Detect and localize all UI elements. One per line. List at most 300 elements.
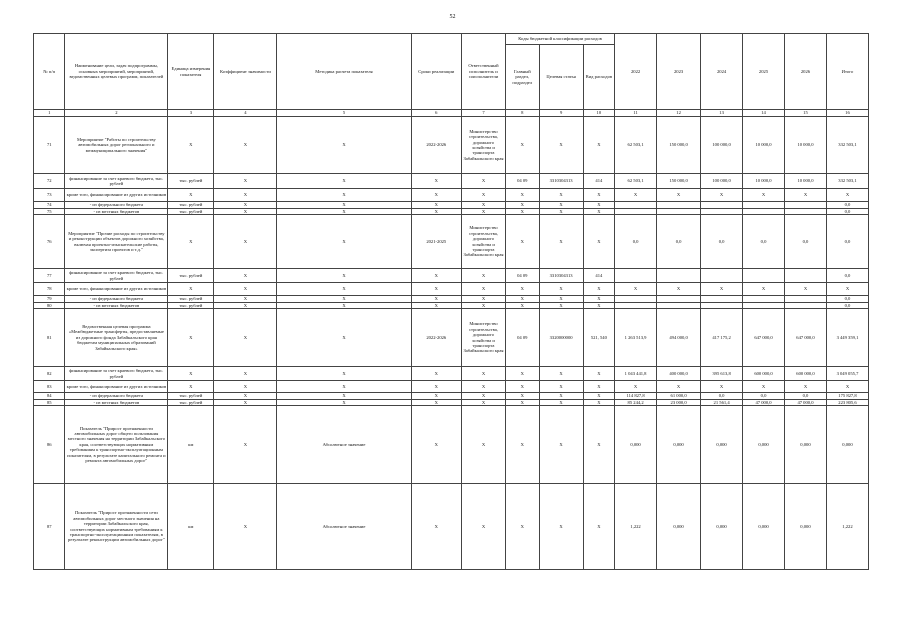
row-name: - из федерального бюджета — [65, 296, 168, 303]
row-total: 0,000 — [826, 406, 868, 484]
row-coef: Х — [214, 189, 277, 202]
row-section: Х — [506, 117, 540, 174]
row-name: финансирование за счет краевого бюджета, тыс. рублей — [65, 269, 168, 283]
row-2025 — [743, 269, 785, 283]
row-total: 0,0 — [826, 296, 868, 303]
row-responsible: Министерство строительства, дорожного хозяйства и транспорта Забайкальского края — [461, 215, 505, 269]
header-expense: Вид расходов — [583, 45, 614, 110]
column-number: 14 — [743, 110, 785, 117]
row-expense: Х — [583, 381, 614, 393]
column-number: 7 — [461, 110, 505, 117]
row-number: 84 — [34, 393, 65, 400]
row-2023: Х — [657, 381, 701, 393]
row-total: 175 827,8 — [826, 393, 868, 400]
row-responsible: Х — [461, 269, 505, 283]
row-period: Х — [411, 399, 461, 406]
row-period: Х — [411, 393, 461, 400]
row-expense: Х — [583, 117, 614, 174]
row-2023: 150 000,0 — [657, 174, 701, 189]
row-name: финансирование за счет краевого бюджета, тыс. рублей — [65, 174, 168, 189]
row-2024: Х — [701, 189, 743, 202]
row-expense: Х — [583, 367, 614, 381]
row-unit: тыс. рублей — [168, 202, 214, 209]
row-number: 85 — [34, 399, 65, 406]
row-2025: 0,0 — [743, 215, 785, 269]
row-2022: 114 827,8 — [615, 393, 657, 400]
row-2026: 47 000,0 — [785, 399, 827, 406]
header-responsible: Ответственный исполнитель и соисполнители — [461, 34, 505, 110]
row-unit: тыс. рублей — [168, 269, 214, 283]
row-responsible: Х — [461, 283, 505, 296]
row-responsible: Х — [461, 406, 505, 484]
row-2022: 1 263 513,9 — [615, 309, 657, 367]
row-method: Х — [277, 399, 411, 406]
row-2022: 85 244,2 — [615, 399, 657, 406]
row-period: Х — [411, 302, 461, 309]
row-2023: 0,000 — [657, 484, 701, 570]
row-2022: Х — [615, 189, 657, 202]
row-coef: Х — [214, 208, 277, 215]
row-coef: Х — [214, 367, 277, 381]
table-body — [34, 117, 869, 570]
row-total: Х — [826, 381, 868, 393]
column-number: 15 — [785, 110, 827, 117]
column-number: 2 — [65, 110, 168, 117]
row-method: Х — [277, 215, 411, 269]
row-2025: Х — [743, 189, 785, 202]
row-2025: 0,000 — [743, 484, 785, 570]
row-coef: Х — [214, 283, 277, 296]
row-coef: Х — [214, 309, 277, 367]
row-expense: 414 — [583, 174, 614, 189]
row-2022: Х — [615, 381, 657, 393]
column-number: 4 — [214, 110, 277, 117]
table-row — [34, 117, 869, 174]
row-unit: Х — [168, 215, 214, 269]
row-2025: 600 000,0 — [743, 367, 785, 381]
row-name: - из местных бюджетов — [65, 399, 168, 406]
row-number: 75 — [34, 208, 65, 215]
row-responsible: Х — [461, 393, 505, 400]
page-number: 52 — [449, 14, 456, 20]
table-row — [34, 174, 869, 189]
row-name: Мероприятие "Прочие расходы по строительству и реконструкции объектов дорожного хозяйства, включая проектно-изыскательские работы, экспертиза проектов и т.д." — [65, 215, 168, 269]
header-period: Сроки реализации — [411, 34, 461, 110]
row-unit: Х — [168, 367, 214, 381]
row-2024: 0,0 — [701, 215, 743, 269]
row-2026: 0,0 — [785, 215, 827, 269]
row-unit: Х — [168, 189, 214, 202]
row-2026: 10 000,0 — [785, 117, 827, 174]
row-total: 332 503,1 — [826, 174, 868, 189]
row-section: Х — [506, 393, 540, 400]
row-target: Х — [539, 215, 583, 269]
row-expense: Х — [583, 215, 614, 269]
row-total: 0,0 — [826, 202, 868, 209]
row-2025: 47 000,0 — [743, 399, 785, 406]
row-number: 82 — [34, 367, 65, 381]
row-method: Х — [277, 269, 411, 283]
row-responsible: Министерство строительства, дорожного хозяйства и транспорта Забайкальского края — [461, 309, 505, 367]
row-expense: Х — [583, 202, 614, 209]
row-2022: 62 503,1 — [615, 174, 657, 189]
header-no: № п/п — [34, 34, 65, 110]
row-total: 0,0 — [826, 208, 868, 215]
column-number: 9 — [539, 110, 583, 117]
row-coef: Х — [214, 381, 277, 393]
row-section: Х — [506, 202, 540, 209]
column-number: 16 — [826, 110, 868, 117]
row-section: Х — [506, 367, 540, 381]
row-responsible: Х — [461, 296, 505, 303]
row-section: Х — [506, 484, 540, 570]
row-2024: 395 613,8 — [701, 367, 743, 381]
row-2024: 417 175,2 — [701, 309, 743, 367]
row-number: 77 — [34, 269, 65, 283]
row-2026: 0,000 — [785, 406, 827, 484]
row-responsible: Х — [461, 484, 505, 570]
row-2026: Х — [785, 189, 827, 202]
column-number: 5 — [277, 110, 411, 117]
row-expense: 521, 540 — [583, 309, 614, 367]
row-2023: 400 000,0 — [657, 367, 701, 381]
row-method: Абсолютное значение — [277, 484, 411, 570]
row-name: кроме того, финансирование из других источников — [65, 189, 168, 202]
row-2025: 0,0 — [743, 393, 785, 400]
row-number: 80 — [34, 302, 65, 309]
row-2023: 23 000,0 — [657, 399, 701, 406]
row-unit: тыс. рублей — [168, 174, 214, 189]
row-total: 3 049 055,7 — [826, 367, 868, 381]
row-unit: тыс. рублей — [168, 393, 214, 400]
row-coef: Х — [214, 302, 277, 309]
row-name: Показатель "Прирост протяженности автомобильных дорог общего пользования местного значения на территории Забайкальского края, соответствующих нормативным требованиям к транспортно-эксплуатационным показателям, в результате капитального ремонта и ремонта автомобильных дорог" — [65, 406, 168, 484]
column-number: 10 — [583, 110, 614, 117]
table-row — [34, 367, 869, 381]
row-section: Х — [506, 406, 540, 484]
row-2024: Х — [701, 381, 743, 393]
row-number: 81 — [34, 309, 65, 367]
row-coef: Х — [214, 117, 277, 174]
row-coef: Х — [214, 296, 277, 303]
row-2023: 0,0 — [657, 215, 701, 269]
row-expense: Х — [583, 393, 614, 400]
row-number: 78 — [34, 283, 65, 296]
row-section: 04 09 — [506, 174, 540, 189]
row-unit: тыс. рублей — [168, 296, 214, 303]
row-coef: Х — [214, 215, 277, 269]
program-table — [33, 33, 869, 570]
row-unit: тыс. рублей — [168, 302, 214, 309]
row-target: Х — [539, 117, 583, 174]
row-period: Х — [411, 208, 461, 215]
row-2025: 647 000,0 — [743, 309, 785, 367]
row-number: 73 — [34, 189, 65, 202]
row-expense: Х — [583, 189, 614, 202]
row-expense: Х — [583, 399, 614, 406]
row-2026: Х — [785, 381, 827, 393]
row-period: 2022-2026 — [411, 309, 461, 367]
row-name: - из федерального бюджета — [65, 202, 168, 209]
row-total: 0,0 — [826, 302, 868, 309]
row-name: Показатель "Прирост протяженности сети автомобильных дорог местного значения на территории Забайкальского края, соответствующих нормативным требованиям к транспортно-эксплуатационным показателям, в результате реконструкции автомобильных дорог" — [65, 484, 168, 570]
row-unit: Х — [168, 283, 214, 296]
header-2023: 2023 — [657, 34, 701, 110]
row-2022: 1,222 — [615, 484, 657, 570]
row-2023: Х — [657, 189, 701, 202]
column-number: 12 — [657, 110, 701, 117]
row-responsible: Х — [461, 189, 505, 202]
row-method: Х — [277, 174, 411, 189]
row-2024: 21 561,4 — [701, 399, 743, 406]
row-target: Х — [539, 202, 583, 209]
row-target: Х — [539, 189, 583, 202]
row-name: кроме того, финансирование из других источников — [65, 381, 168, 393]
row-coef: Х — [214, 484, 277, 570]
row-period: Х — [411, 269, 461, 283]
row-section: Х — [506, 399, 540, 406]
table-row — [34, 309, 869, 367]
row-expense: Х — [583, 484, 614, 570]
row-total: 0,0 — [826, 269, 868, 283]
header-coef: Коэффициент значимости — [214, 34, 277, 110]
row-method: Х — [277, 117, 411, 174]
row-method: Х — [277, 367, 411, 381]
row-2023: 494 000,0 — [657, 309, 701, 367]
row-section: Х — [506, 381, 540, 393]
row-period: Х — [411, 381, 461, 393]
row-2026: 0,000 — [785, 484, 827, 570]
row-2026: 600 000,0 — [785, 367, 827, 381]
row-2024: 0,000 — [701, 484, 743, 570]
row-2023: 61 000,0 — [657, 393, 701, 400]
row-responsible: Х — [461, 208, 505, 215]
row-name: - из местных бюджетов — [65, 302, 168, 309]
row-number: 87 — [34, 484, 65, 570]
row-section: Х — [506, 208, 540, 215]
row-2026: 10 000,0 — [785, 174, 827, 189]
row-target: Х — [539, 367, 583, 381]
row-section: Х — [506, 189, 540, 202]
row-name: кроме того, финансирование из других источников — [65, 283, 168, 296]
column-number: 3 — [168, 110, 214, 117]
row-period: Х — [411, 367, 461, 381]
row-period: Х — [411, 406, 461, 484]
row-responsible: Х — [461, 381, 505, 393]
row-2022: 0,0 — [615, 215, 657, 269]
row-total: 223 805,6 — [826, 399, 868, 406]
row-method: Х — [277, 296, 411, 303]
row-2023 — [657, 269, 701, 283]
row-target: Х — [539, 283, 583, 296]
row-expense: Х — [583, 406, 614, 484]
row-expense: Х — [583, 302, 614, 309]
row-2023: 0,000 — [657, 406, 701, 484]
header-budget-code-group: Коды бюджетной классификации расходов — [506, 34, 615, 45]
row-responsible: Х — [461, 367, 505, 381]
row-number: 74 — [34, 202, 65, 209]
row-number: 79 — [34, 296, 65, 303]
row-2024: 100 000,0 — [701, 117, 743, 174]
row-number: 72 — [34, 174, 65, 189]
table-row — [34, 189, 869, 202]
row-2022: 62 503,1 — [615, 117, 657, 174]
row-expense: Х — [583, 208, 614, 215]
row-unit: Х — [168, 117, 214, 174]
row-2025: Х — [743, 283, 785, 296]
row-2026: Х — [785, 283, 827, 296]
row-unit: тыс. рублей — [168, 208, 214, 215]
header-2025: 2025 — [743, 34, 785, 110]
row-section: Х — [506, 296, 540, 303]
row-unit: тыс. рублей — [168, 399, 214, 406]
row-unit: Х — [168, 381, 214, 393]
row-2023: 150 000,0 — [657, 117, 701, 174]
row-target: Х — [539, 381, 583, 393]
row-method: Х — [277, 302, 411, 309]
row-period: 2021-2025 — [411, 215, 461, 269]
header-unit: Единица измерения показателя — [168, 34, 214, 110]
header-2026: 2026 — [785, 34, 827, 110]
row-2025: 10 000,0 — [743, 174, 785, 189]
row-target: Х — [539, 399, 583, 406]
row-2024: 0,000 — [701, 406, 743, 484]
row-unit: км — [168, 484, 214, 570]
row-target: 3310304313 — [539, 174, 583, 189]
row-2025: 0,000 — [743, 406, 785, 484]
row-2023: Х — [657, 283, 701, 296]
row-target: 3310304313 — [539, 269, 583, 283]
row-method: Абсолютное значение — [277, 406, 411, 484]
row-target: Х — [539, 302, 583, 309]
table-row — [34, 406, 869, 484]
row-2022: 0,000 — [615, 406, 657, 484]
row-responsible: Х — [461, 302, 505, 309]
table-row — [34, 283, 869, 296]
row-target: Х — [539, 208, 583, 215]
row-2024 — [701, 269, 743, 283]
row-2022: Х — [615, 283, 657, 296]
row-coef: Х — [214, 393, 277, 400]
row-coef: Х — [214, 174, 277, 189]
row-expense: 414 — [583, 269, 614, 283]
column-number: 13 — [701, 110, 743, 117]
row-2025: Х — [743, 381, 785, 393]
row-expense: Х — [583, 283, 614, 296]
row-target: Х — [539, 393, 583, 400]
row-target: Х — [539, 484, 583, 570]
row-section: Х — [506, 215, 540, 269]
row-method: Х — [277, 208, 411, 215]
header-name: Наименование цели, задач подпрограммы, основных мероприятий, мероприятий, ведомственных целевых программ, показателей — [65, 34, 168, 110]
row-responsible: Х — [461, 399, 505, 406]
table-row — [34, 215, 869, 269]
row-unit: км — [168, 406, 214, 484]
row-coef: Х — [214, 399, 277, 406]
row-2024: 0,0 — [701, 393, 743, 400]
row-section: 04 09 — [506, 309, 540, 367]
header-target: Целевая статья — [539, 45, 583, 110]
row-name: финансирование за счет краевого бюджета, тыс. рублей — [65, 367, 168, 381]
row-method: Х — [277, 189, 411, 202]
row-period: 2022-2026 — [411, 117, 461, 174]
row-name: Мероприятие "Работы по строительству автомобильных дорог регионального и межмуниципального значения" — [65, 117, 168, 174]
row-period: Х — [411, 202, 461, 209]
row-responsible: Х — [461, 174, 505, 189]
row-method: Х — [277, 381, 411, 393]
row-method: Х — [277, 393, 411, 400]
row-total: 1,222 — [826, 484, 868, 570]
row-2024: Х — [701, 283, 743, 296]
row-2022 — [615, 269, 657, 283]
row-number: 71 — [34, 117, 65, 174]
row-target: Х — [539, 296, 583, 303]
row-responsible: Министерство строительства, дорожного хозяйства и транспорта Забайкальского края — [461, 117, 505, 174]
row-responsible: Х — [461, 202, 505, 209]
table-row — [34, 381, 869, 393]
row-2026: 0,0 — [785, 393, 827, 400]
row-total: 0,0 — [826, 215, 868, 269]
row-coef: Х — [214, 406, 277, 484]
row-unit: Х — [168, 309, 214, 367]
row-coef: Х — [214, 202, 277, 209]
row-2026: 647 000,0 — [785, 309, 827, 367]
row-period: Х — [411, 174, 461, 189]
column-number-row — [34, 110, 869, 117]
column-number: 11 — [615, 110, 657, 117]
row-total: 332 503,1 — [826, 117, 868, 174]
row-section: Х — [506, 283, 540, 296]
row-section: 04 09 — [506, 269, 540, 283]
row-section: Х — [506, 302, 540, 309]
row-name: Ведомственная целевая программа «Межбюджетные трансферты, предоставляемые из дорожного фонда Забайкальского края бюджетам муниципальных образований Забайкальского края» — [65, 309, 168, 367]
header-2024: 2024 — [701, 34, 743, 110]
row-period: Х — [411, 189, 461, 202]
row-2024: 100 000,0 — [701, 174, 743, 189]
header-method: Методика расчета показателя — [277, 34, 411, 110]
row-target: 3320000000 — [539, 309, 583, 367]
row-expense: Х — [583, 296, 614, 303]
header-total: Итого — [826, 34, 868, 110]
row-2025: 10 000,0 — [743, 117, 785, 174]
column-number: 1 — [34, 110, 65, 117]
row-name: - из местных бюджетов — [65, 208, 168, 215]
row-2026 — [785, 269, 827, 283]
row-period: Х — [411, 296, 461, 303]
header-2022: 2022 — [615, 34, 657, 110]
row-number: 83 — [34, 381, 65, 393]
row-number: 86 — [34, 406, 65, 484]
row-method: Х — [277, 283, 411, 296]
row-total: Х — [826, 283, 868, 296]
table-row — [34, 484, 869, 570]
row-total: Х — [826, 189, 868, 202]
row-name: - из федерального бюджета — [65, 393, 168, 400]
row-target: Х — [539, 406, 583, 484]
row-coef: Х — [214, 269, 277, 283]
row-method: Х — [277, 202, 411, 209]
row-2022: 1 043 441,8 — [615, 367, 657, 381]
row-total: 3 449 359,1 — [826, 309, 868, 367]
table-row — [34, 269, 869, 283]
row-period: Х — [411, 484, 461, 570]
column-number: 8 — [506, 110, 540, 117]
row-period: Х — [411, 283, 461, 296]
header-section: Главный раздел, подраздел — [506, 45, 540, 110]
column-number: 6 — [411, 110, 461, 117]
row-method: Х — [277, 309, 411, 367]
row-number: 76 — [34, 215, 65, 269]
